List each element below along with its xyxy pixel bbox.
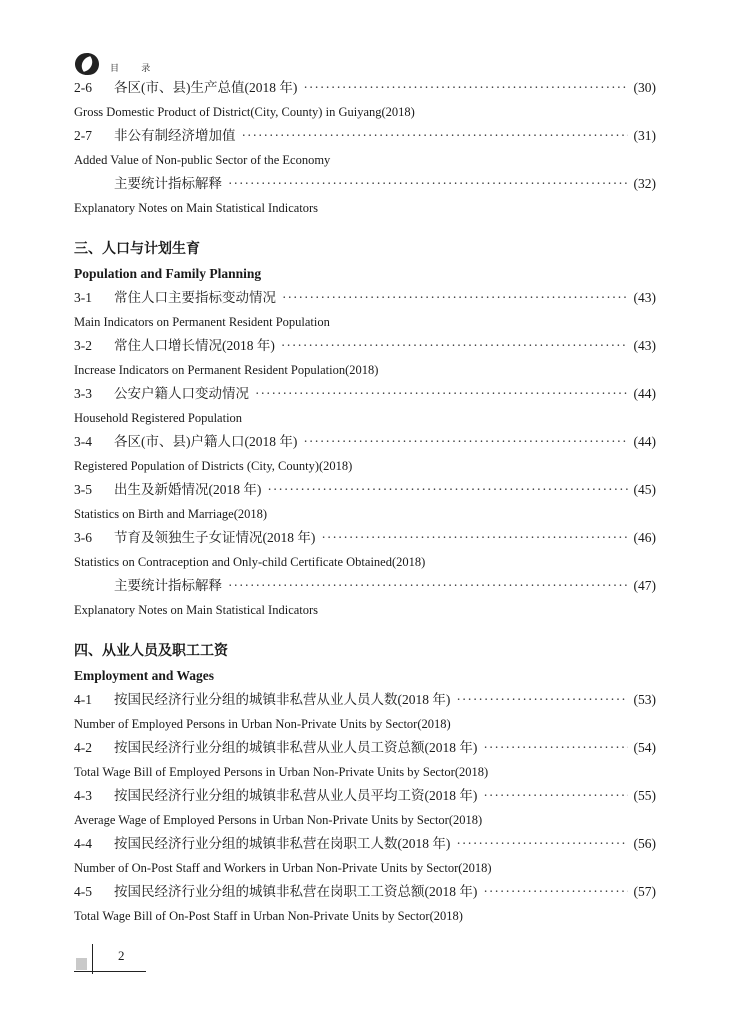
toc-entry-line[interactable] [74, 736, 656, 760]
toc-entry-line[interactable] [74, 832, 656, 856]
toc-entry[interactable] [74, 736, 656, 784]
toc-entry-line[interactable] [74, 478, 656, 502]
dot-leader [303, 430, 627, 454]
section-heading [74, 238, 656, 286]
entry-title-en: Household Registered Population [74, 411, 243, 425]
entry-title-zh[interactable]: 按国民经济行业分组的城镇非私营在岗职工工资总额(2018 年) [114, 884, 478, 899]
toc-entry[interactable] [74, 76, 656, 124]
dot-leader [228, 574, 628, 598]
toc-entry-line[interactable] [74, 880, 656, 904]
entry-title-zh[interactable]: 各区(市、县)生产总值(2018 年) [114, 80, 298, 95]
entry-code: 2-6 [74, 80, 92, 95]
section-title-zh: 四、从业人员及职工工资 [74, 644, 228, 659]
entry-page-number[interactable]: (55) [633, 788, 656, 803]
entry-page-number[interactable]: (56) [633, 836, 656, 851]
toc-entry-line[interactable] [74, 526, 656, 550]
entry-page-number[interactable]: (46) [633, 530, 656, 545]
toc-entry[interactable] [74, 832, 656, 880]
entry-title-zh[interactable]: 节育及领独生子女证情况(2018 年) [114, 530, 316, 545]
entry-page-number[interactable]: (43) [633, 338, 656, 353]
entry-code: 4-2 [74, 740, 92, 755]
section-title-en: Employment and Wages [74, 668, 215, 683]
toc-entry-line[interactable] [74, 574, 656, 598]
entry-title-zh[interactable]: 非公有制经济增加值 [114, 128, 236, 143]
toc-entry-line[interactable] [74, 688, 656, 712]
toc-entry-line[interactable] [74, 334, 656, 358]
entry-title-zh[interactable]: 按国民经济行业分组的城镇非私营从业人员平均工资(2018 年) [114, 788, 478, 803]
entry-title-zh[interactable]: 常住人口主要指标变动情况 [114, 290, 276, 305]
entry-title-en: Total Wage Bill of On-Post Staff in Urban Non-Private Units by Sector(2018) [74, 909, 463, 923]
entry-code: 3-4 [74, 434, 92, 449]
dot-leader [242, 124, 628, 148]
entry-page-number[interactable]: (44) [633, 386, 656, 401]
dot-leader [255, 382, 628, 406]
toc-entry-line[interactable] [74, 784, 656, 808]
entry-page-number[interactable]: (47) [633, 578, 656, 593]
entry-code: 3-3 [74, 386, 92, 401]
dot-leader [483, 736, 627, 760]
entry-title-en: Statistics on Birth and Marriage(2018) [74, 507, 268, 521]
toc-entry[interactable] [74, 688, 656, 736]
stylized-logo-icon [74, 52, 100, 76]
toc-entry[interactable] [74, 478, 656, 526]
footer-marker [76, 958, 87, 970]
header-title: 目 录 [110, 63, 161, 73]
toc-entry[interactable] [74, 574, 656, 622]
toc-entry-line[interactable] [74, 286, 656, 310]
entry-title-en: Average Wage of Employed Persons in Urban Non-Private Units by Sector(2018) [74, 813, 483, 827]
entry-title-en: Statistics on Contraception and Only-child Certificate Obtained(2018) [74, 555, 426, 569]
toc-entry[interactable] [74, 172, 656, 220]
toc-entry[interactable] [74, 382, 656, 430]
dot-leader [228, 172, 628, 196]
entry-page-number[interactable]: (32) [633, 176, 656, 191]
entry-code: 4-1 [74, 692, 92, 707]
entry-code: 4-3 [74, 788, 92, 803]
entry-title-zh[interactable]: 按国民经济行业分组的城镇非私营在岗职工人数(2018 年) [114, 836, 451, 851]
toc-entry-line[interactable] [74, 124, 656, 148]
entry-page-number[interactable]: (57) [633, 884, 656, 899]
entry-title-zh[interactable]: 按国民经济行业分组的城镇非私营从业人员人数(2018 年) [114, 692, 451, 707]
entry-title-en: Main Indicators on Permanent Resident Population [74, 315, 330, 329]
toc-entry[interactable] [74, 526, 656, 574]
entry-title-en: Registered Population of Districts (City, County)(2018) [74, 459, 353, 473]
entry-title-en: Added Value of Non-public Sector of the Economy [74, 153, 331, 167]
toc-entry[interactable] [74, 784, 656, 832]
entry-page-number[interactable]: (53) [633, 692, 656, 707]
entry-title-zh[interactable]: 主要统计指标解释 [114, 578, 222, 593]
entry-code: 4-5 [74, 884, 92, 899]
entry-title-en: Increase Indicators on Permanent Resident Population(2018) [74, 363, 379, 377]
dot-leader [456, 832, 627, 856]
toc-entry[interactable] [74, 124, 656, 172]
dot-leader [483, 880, 627, 904]
entry-title-zh[interactable]: 主要统计指标解释 [114, 176, 222, 191]
dot-leader [281, 334, 628, 358]
entry-title-en: Explanatory Notes on Main Statistical Indicators [74, 603, 319, 617]
entry-code: 3-5 [74, 482, 92, 497]
page-footer [74, 944, 146, 974]
dot-leader [282, 286, 628, 310]
entry-page-number[interactable]: (44) [633, 434, 656, 449]
entry-page-number[interactable]: (54) [633, 740, 656, 755]
dot-leader [483, 784, 627, 808]
entry-title-en: Number of On-Post Staff and Workers in Urban Non-Private Units by Sector(2018) [74, 861, 492, 875]
entry-title-zh[interactable]: 常住人口增长情况(2018 年) [114, 338, 275, 353]
toc-entry[interactable] [74, 334, 656, 382]
dot-leader [303, 76, 627, 100]
footer-rule [74, 971, 146, 972]
entry-page-number[interactable]: (31) [633, 128, 656, 143]
toc-entry-line[interactable] [74, 76, 656, 100]
entry-code: 3-6 [74, 530, 92, 545]
entry-page-number[interactable]: (45) [633, 482, 656, 497]
entry-page-number[interactable]: (30) [633, 80, 656, 95]
entry-title-zh[interactable]: 各区(市、县)户籍人口(2018 年) [114, 434, 298, 449]
toc-entry-line[interactable] [74, 430, 656, 454]
toc-entry[interactable] [74, 880, 656, 928]
section-heading [74, 640, 656, 688]
entry-title-en: Explanatory Notes on Main Statistical Indicators [74, 201, 319, 215]
entry-title-en: Number of Employed Persons in Urban Non-Private Units by Sector(2018) [74, 717, 451, 731]
entry-code: 3-1 [74, 290, 92, 305]
entry-page-number[interactable]: (43) [633, 290, 656, 305]
entry-title-en: Gross Domestic Product of District(City, County) in Guiyang(2018) [74, 105, 415, 119]
section-title-zh: 三、人口与计划生育 [74, 242, 200, 257]
dot-leader [321, 526, 627, 550]
toc-entry[interactable] [74, 430, 656, 478]
footer-divider [92, 944, 93, 974]
toc-entry-line[interactable] [74, 172, 656, 196]
table-of-contents [74, 76, 656, 928]
entry-title-zh[interactable]: 公安户籍人口变动情况 [114, 386, 249, 401]
entry-title-zh[interactable]: 出生及新婚情况(2018 年) [114, 482, 262, 497]
entry-code: 4-4 [74, 836, 92, 851]
entry-code: 2-7 [74, 128, 92, 143]
entry-code: 3-2 [74, 338, 92, 353]
toc-entry[interactable] [74, 286, 656, 334]
dot-leader [267, 478, 627, 502]
entry-title-zh[interactable]: 按国民经济行业分组的城镇非私营从业人员工资总额(2018 年) [114, 740, 478, 755]
entry-title-en: Total Wage Bill of Employed Persons in Urban Non-Private Units by Sector(2018) [74, 765, 489, 779]
page-number: 2 [118, 948, 125, 963]
toc-entry-line[interactable] [74, 382, 656, 406]
section-title-en: Population and Family Planning [74, 266, 262, 281]
dot-leader [456, 688, 627, 712]
